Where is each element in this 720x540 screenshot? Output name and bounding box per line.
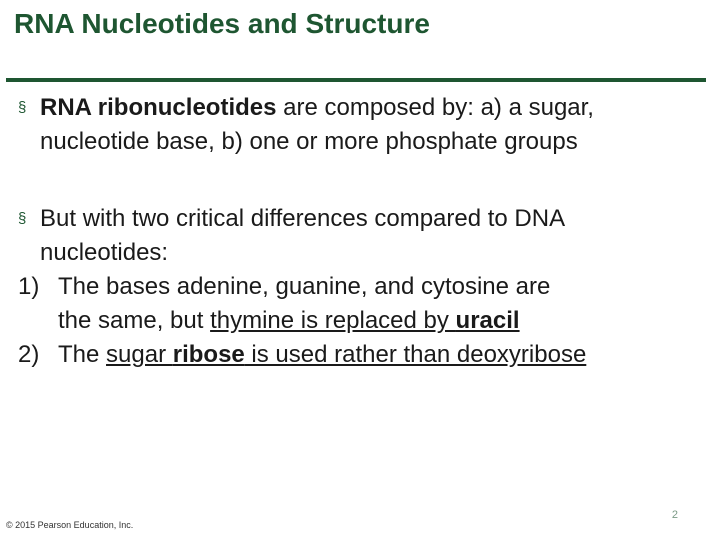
- numbered-item-2: [18, 338, 586, 372]
- item-text: The: [58, 341, 107, 368]
- item-text: The bases adenine, guanine, and cytosine are: [58, 273, 551, 300]
- slide-title: RNA Nucleotides and Structure: [14, 8, 430, 39]
- bullet-icon: §: [18, 210, 27, 227]
- item-text-underlined: [106, 341, 586, 368]
- numbered-item-1: [18, 270, 586, 304]
- bullet-line: [18, 91, 594, 125]
- bullet-bold-lead: RNA ribonucleotides: [40, 94, 277, 121]
- copyright-notice: © 2015 Pearson Education, Inc.: [6, 520, 134, 530]
- numbered-item-1-continuation: [18, 304, 586, 338]
- uracil-keyword: uracil: [455, 307, 520, 334]
- page-number: 2: [671, 509, 678, 521]
- bullet-text-continuation: nucleotide base, b) one or more phosphate groups: [40, 128, 578, 155]
- item-text-underlined: [210, 307, 519, 334]
- ribose-keyword: ribose: [172, 341, 245, 368]
- title-divider: [6, 78, 706, 82]
- bullet-ribonucleotides: [18, 91, 594, 159]
- bullet-line: [18, 202, 586, 236]
- bullet-differences: [18, 202, 586, 372]
- item-text: the same, but: [58, 307, 211, 334]
- underlined-text: sugar: [106, 341, 173, 368]
- bullet-text: are composed by: a) a sugar,: [276, 94, 594, 121]
- item-number: 1): [18, 273, 40, 300]
- bullet-text: But with two critical differences compared to DNA: [40, 205, 566, 232]
- bullet-text-continuation: nucleotides:: [40, 239, 169, 266]
- underlined-text: is used rather than deoxyribose: [244, 341, 587, 368]
- bullet-icon: §: [18, 99, 27, 116]
- underlined-text: thymine is replaced by: [210, 307, 456, 334]
- item-number: 2): [18, 341, 40, 368]
